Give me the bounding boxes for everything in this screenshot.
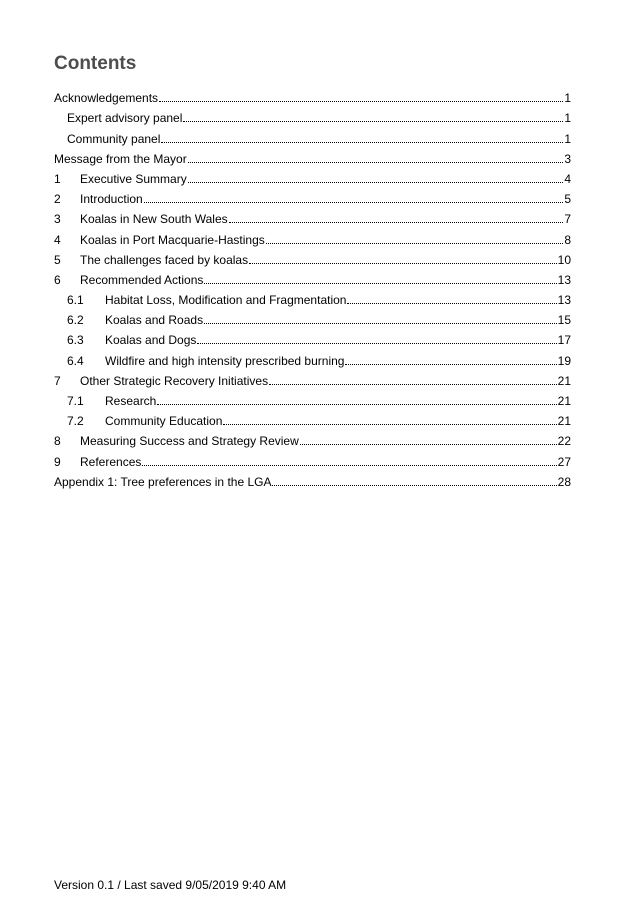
toc-entry-label: Other Strategic Recovery Initiatives — [80, 373, 269, 388]
toc-dot-leader — [142, 454, 556, 466]
toc-entry[interactable] — [54, 206, 571, 226]
toc-entry-number: 2 — [54, 192, 61, 207]
toc-entry[interactable] — [54, 226, 571, 246]
toc-dot-leader — [347, 292, 556, 304]
toc-entry[interactable] — [54, 267, 571, 287]
toc-entry-number: 7 — [54, 373, 61, 388]
toc-entry[interactable] — [54, 368, 571, 388]
toc-entry-page-number: 7 — [564, 212, 571, 227]
toc-entry[interactable] — [54, 448, 571, 468]
toc-dot-leader — [229, 211, 564, 223]
toc-dot-leader — [161, 131, 563, 143]
toc-entry-page-number: 1 — [564, 91, 571, 106]
toc-entry[interactable] — [54, 428, 571, 448]
toc-entry[interactable] — [54, 125, 571, 145]
toc-entry[interactable] — [54, 388, 571, 408]
toc-entry[interactable] — [54, 146, 571, 166]
toc-entry-page-number: 15 — [557, 313, 571, 328]
toc-entry-number: 7.2 — [67, 414, 84, 429]
toc-entry-page-number: 13 — [557, 293, 571, 308]
toc-entry-page-number: 4 — [564, 171, 571, 186]
toc-dot-leader — [300, 433, 557, 445]
toc-dot-leader — [144, 191, 564, 203]
toc-dot-leader — [345, 353, 556, 365]
toc-entry-number: 6.1 — [67, 293, 84, 308]
toc-entry-page-number: 17 — [557, 333, 571, 348]
toc-entry-label: Measuring Success and Strategy Review — [80, 434, 299, 449]
toc-entry-label: Appendix 1: Tree preferences in the LGA — [54, 474, 272, 489]
toc-entry[interactable] — [54, 307, 571, 327]
page-title: Contents — [54, 53, 137, 74]
toc-entry-label: Wildfire and high intensity prescribed burning — [105, 353, 345, 368]
toc-dot-leader — [249, 252, 557, 264]
toc-entry-label: The challenges faced by koalas — [80, 252, 249, 267]
toc-entry-page-number: 21 — [557, 373, 571, 388]
toc-entry-page-number: 8 — [564, 232, 571, 247]
toc-dot-leader — [188, 171, 564, 183]
toc-entry-label: Message from the Mayor — [54, 151, 187, 166]
toc-entry-label: Koalas in New South Wales — [80, 212, 228, 227]
toc-entry-label: Koalas in Port Macquarie-Hastings — [80, 232, 265, 247]
toc-entry-page-number: 1 — [564, 111, 571, 126]
toc-entry-number: 7.1 — [67, 394, 84, 408]
toc-dot-leader — [204, 272, 556, 284]
toc-entry[interactable] — [54, 469, 571, 489]
toc-entry-label: Acknowledgements — [54, 91, 159, 106]
toc-entry-page-number: 5 — [564, 192, 571, 207]
toc-entry-label: Executive Summary — [80, 171, 187, 186]
toc-entry-page-number: 3 — [564, 151, 571, 166]
toc-dot-leader — [188, 151, 564, 163]
toc-dot-leader — [157, 393, 556, 405]
toc-entry-label: Koalas and Dogs — [105, 333, 197, 348]
toc-entry-label: Introduction — [80, 192, 143, 207]
toc-entry-number: 1 — [54, 171, 61, 186]
toc-entry[interactable] — [54, 327, 571, 347]
toc-entry[interactable] — [54, 347, 571, 367]
toc-entry-number: 8 — [54, 434, 61, 449]
toc-entry-label: References — [80, 454, 142, 469]
toc-dot-leader — [272, 474, 556, 486]
toc-entry[interactable] — [54, 85, 571, 105]
toc-dot-leader — [197, 332, 556, 344]
table-of-contents — [54, 85, 571, 489]
toc-entry-label: Recommended Actions — [80, 272, 204, 287]
toc-entry-page-number: 19 — [557, 353, 571, 368]
toc-entry[interactable] — [54, 105, 571, 125]
toc-entry-page-number: 28 — [557, 474, 571, 489]
toc-entry[interactable] — [54, 287, 571, 307]
page-footer: Version 0.1 / Last saved 9/05/2019 9:40 AM — [54, 878, 287, 892]
toc-dot-leader — [159, 90, 563, 102]
toc-entry-number: 6 — [54, 272, 61, 287]
toc-entry-number: 6.4 — [67, 353, 84, 368]
toc-dot-leader — [183, 110, 563, 122]
toc-dot-leader — [266, 232, 564, 244]
toc-entry[interactable] — [54, 408, 571, 428]
toc-entry-page-number: 21 — [557, 414, 571, 429]
toc-dot-leader — [204, 312, 557, 324]
toc-entry-page-number: 27 — [557, 454, 571, 469]
toc-entry-number: 9 — [54, 454, 61, 469]
toc-entry-label: Expert advisory panel — [67, 111, 183, 126]
toc-entry-page-number: 1 — [564, 131, 571, 146]
toc-dot-leader — [269, 373, 557, 385]
toc-entry-label: Research — [105, 394, 157, 408]
toc-entry-number: 3 — [54, 212, 61, 227]
toc-entry[interactable] — [54, 247, 571, 267]
toc-entry[interactable] — [54, 166, 571, 186]
toc-entry-label: Koalas and Roads — [105, 313, 204, 328]
toc-entry-page-number: 13 — [557, 272, 571, 287]
toc-entry-number: 6.3 — [67, 333, 84, 348]
toc-entry-page-number: 22 — [557, 434, 571, 449]
toc-entry-number: 5 — [54, 252, 61, 267]
toc-entry-label: Community Education — [105, 414, 223, 429]
toc-entry-page-number: 21 — [557, 394, 571, 408]
toc-entry[interactable] — [54, 186, 571, 206]
toc-entry-label: Community panel — [67, 131, 161, 146]
toc-entry-page-number: 10 — [557, 252, 571, 267]
toc-dot-leader — [223, 413, 556, 425]
toc-entry-label: Habitat Loss, Modification and Fragmentation — [105, 293, 347, 308]
toc-entry-number: 6.2 — [67, 313, 84, 328]
toc-entry-number: 4 — [54, 232, 61, 247]
